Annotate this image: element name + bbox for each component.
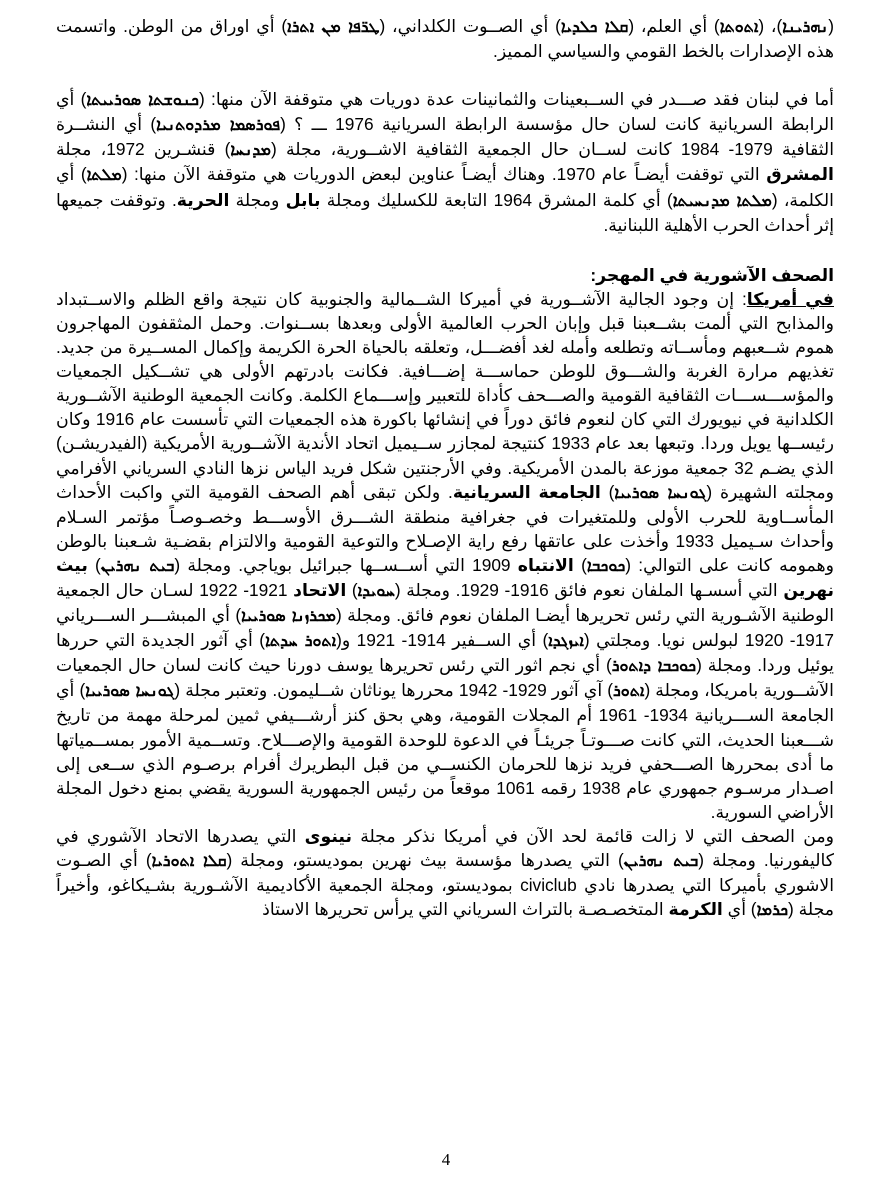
text-run: ) أي الجامعة الســـريانية 1934- 1961 أم المجلات القومية، وهي بحق كنز أرشـــيفي ثمين لمرحلة مهمة من تاريخ شـــعبنا الحديث، التي كانت صـــوتـاً جريئـاً في الدعوة للوحدة القومية والإصـــلاح. وتســمية الأمور بمســمياتها ما أدى بمحررها الصـــحفي فريد نزها للحرمان الكنســي من قبل البطريرك أفرام برصـوم الذي ســعى إلى اصـدار مرسـوم جمهوري عام 1938 رقمه 1061 موقعاً من رئيس الجمهورية السورية يقضي بمنع دخول المجلة الأراضي السورية. (56, 680, 834, 822)
text-run: )، ( (758, 16, 783, 36)
text-run: ) أي الكلمة، ( (56, 164, 834, 210)
syriac-title: ܟܘܟܒܐ (586, 555, 626, 575)
text-run: . ولكن تبقى أهم الصحف القومية التي واكبت الأحداث المأســاوية للحرب الأولى وللمتغيرات في جغرافية منطقة الشـــرق الأوســـط وخصـوصـاً مؤتمر السـلام وأحداث سـيميل 1933 وأخذت على عاتقها رفع راية الإصـلاح والتوعية القومية والالتزام بقضـية شـعبنا بالوطن وهمومه كانت على التوالي: ( (56, 481, 835, 575)
text-run: ) أي الســفير 1914- 1921 و( (336, 630, 549, 651)
text-run: ومن الصحف التي لا زالت قائمة لحد الآن في أمريكا نذكر مجلة (351, 825, 834, 846)
text-run: ) أي الصـوت الاشوري بأميركا التي يصدرها نادي civiclub بموديستو، ومجلة الجمعية الأكاديمية الآشـورية بشـيكاغو، وأخيراً مجلة ( (56, 850, 834, 920)
paragraph-gap (56, 237, 834, 261)
syriac-title: ܓܘܢܚܐ ܣܘܪܝܝܐ (614, 482, 707, 502)
syriac-title: ܒܝܬ ܢܗܪܝܢ (623, 851, 699, 870)
text-run: ) أي نجم اثور التي رئس تحريرها يوسف دورنا حيث كانت لسان حال الجمعيات الآشــورية بامريكا، ومجلة ( (56, 655, 834, 701)
page-number: 4 (441, 1150, 451, 1169)
subheading-text: في أمريكا (746, 288, 834, 309)
syriac-title: ܡܠܬܐ (86, 165, 122, 185)
syriac-title: ܐܬܘܪ ܚܕܬܐ (265, 631, 337, 651)
article-body (56, 14, 834, 922)
text-run: ) أي آثور الجديدة التي حررها يوئيل وردا. ومجلة ( (56, 630, 834, 676)
text-run: ) (600, 481, 615, 502)
text-run: ) أي اوراق من الوطن. واتسمت هذه الإصدارات بالخط القومي والسياسي المميز. (56, 16, 834, 62)
text-run: التي يصدرها الاتحاد الآشوري في كاليفورنيا. ومجلة ( (56, 825, 834, 870)
bold-text: الكرمة (668, 899, 723, 920)
text-run: . وتوقفت جميعها إثر أحداث الحرب الأهلية اللبنانية. (56, 189, 834, 235)
section-heading: الصحف الآشورية في المهجر: (590, 264, 834, 285)
text-run: المتخصـصـة بالتراث السرياني التي يرأس تحريرها الاستاذ (262, 899, 669, 920)
text-run: أما في لبنان فقد صـــدر في الســبعينات والثمانينات عدة دوريات هي متوقفة الآن منها: ( (198, 89, 834, 110)
syriac-title: ܡܟܪܙܢܐ ܣܘܪܝܝܐ (241, 606, 336, 626)
text-run: ) (573, 554, 587, 575)
bold-text: بابل (285, 189, 321, 210)
text-run: ) (346, 579, 358, 600)
syriac-title: ܟܪܡܐ (756, 900, 789, 920)
syriac-title: ܐܬܘܪ (613, 681, 645, 701)
text-run: ( (828, 16, 835, 36)
text-run: ) (87, 554, 101, 575)
text-run: ) آي آثور 1929- 1942 محررها يوناثان شــليمون. وتعتبر مجلة ( (174, 680, 614, 701)
paragraph-4 (56, 824, 834, 922)
bold-text: المشرق (766, 164, 834, 185)
syriac-title: ܡܠܬܐ ܡܕܢܚܝܬܐ (672, 190, 772, 210)
syriac-title: ܩܠܐ ܐܬܘܪܝܐ (151, 851, 227, 870)
text-run: التي أسسـها الملفان نعوم فائق 1916- 1929. ومجلة ( (394, 579, 784, 600)
text-run: ) أي النشــرة الثقافية 1979- 1984 كانت لســان حال الجمعية الثقافية الاشــورية، مجلة ( (56, 114, 835, 160)
syriac-title: ܩܠܐ ܟܠܕܝܐ (560, 17, 629, 36)
syriac-title: ܛܪ̈ܦܐ ܡܢ ܐܬܪܐ (287, 17, 380, 36)
paragraph-2 (56, 87, 834, 237)
text-run: : إن وجود الجالية الآشــورية في أميركا الشــمالية والجنوبية كان نتيجة واقع الظلم والاســتبداد والمذابح التي ألمت بشــعبنا قبل وإبان الحرب العالمية الأولى وبعدها بســنوات. وحمل المثقفون المهاجرون هموم شــعبهم ومأســاته وتطلعه وأمله لغد أفضـــل، وتعلقه بالحياة الحرة الكريمة وإكمال المســيرة من جديد. تغذيهم مرارة الغربة والشـــوق للوطن حماســـة إضـــافية. فكانت بادرتهم الأولى هي تشــكيل الجمعيات والمؤســـســـات الثقافية القومية والصـــحف كأداة للتعبير وإســـماع الكلمة. وكانت الجمعية الوطنية الآشــورية الكلدانية في نيويورك التي كان لنعوم فائق دوراً في إنشائها باكورة هذه الجمعيات التي تأسست عام 1916 وكان رئيســها يويل وردا. وتبعها بعد عام 1933 كنتيجة لمجازر ســيميل اتحاد الأندية الآشــورية الأمريكية (الفيدريشـن) الذي يضـم 32 جمعية موزعة بالمدن الأمريكية. وفي الأرجنتين شكل فريد الياس نزها النادي السرياني الأفرامي ومجلته الشهيرة ( (56, 288, 835, 502)
text-run: ) التي يصدرها مؤسسة بيث نهرين بموديستو، ومجلة ( (226, 850, 624, 870)
syriac-title: ܢܗܪܝܢܐ (782, 17, 829, 36)
syriac-title: ܦܘܪܣܡܐ ܡܪܕܘܬܢܝܐ (156, 115, 281, 135)
text-run: ) أي المبشـــر الســـرياني 1917- 1920 لبولس نويا. ومجلتي ( (56, 605, 834, 651)
bold-text: الجامعة السريانية (452, 481, 601, 502)
paragraph-gap (56, 63, 834, 87)
syriac-title: ܓܘܢܚܐ ܣܘܪܝܝܐ (85, 681, 175, 701)
syriac-title: ܐܝܙܓܕܐ (548, 631, 584, 651)
text-run: 1921- 1922 لسـان حال الجمعية الوطنية الآشـورية التي رئس تحريرها أيضـا الملفان نعوم فائق. ومجلة ( (56, 579, 835, 626)
paragraph-3 (56, 287, 834, 824)
text-run: ) أي (722, 899, 757, 920)
text-run: ) قنشـرين 1972، مجلة (56, 139, 231, 160)
bold-text: الاتحاد (293, 579, 347, 600)
syriac-title: ܡܕܢܚܐ (230, 140, 271, 160)
text-run: التي توقفت أيضـاً عام 1970. وهناك أيضـاً عناوين لبعض الدوريات هي متوقفة الآن منها: ( (121, 164, 767, 185)
text-run: ) أي الرابطة السريانية كانت لسان حال مؤسسة الرابطة السريانية 1976 ـــ ؟ ( (56, 89, 834, 135)
syriac-title: ܟܘܟܒܐ ܕܐܬܘܪ (611, 656, 697, 676)
syriac-title: ܒܝܬ ܢܗܪܝܢ (100, 555, 175, 575)
text-run: ومجلة (229, 189, 286, 210)
syriac-title: ܟܢܘܫܬܐ ܣܘܪܝܝܬܐ (86, 90, 199, 110)
paragraph-1 (56, 14, 834, 63)
syriac-title: ܐܬܘܬܐ (719, 17, 759, 36)
bold-text: الحرية (176, 189, 230, 210)
bold-text: نينوى (304, 825, 352, 846)
text-run: ) أي كلمة المشرق 1964 التابعة للكسليك ومجلة (320, 189, 673, 210)
syriac-title: ܚܘܝܕܐ (357, 580, 395, 600)
bold-text: بيث نهرين (56, 554, 835, 600)
text-run: ) أي الصــوت الكلداني، ( (379, 16, 561, 36)
text-run: 1909 التي أســســها جبرائيل بوياجي. ومجلة ( (174, 554, 518, 575)
text-run: ) أي العلم، ( (628, 16, 720, 36)
bold-text: الانتباه (517, 554, 574, 575)
